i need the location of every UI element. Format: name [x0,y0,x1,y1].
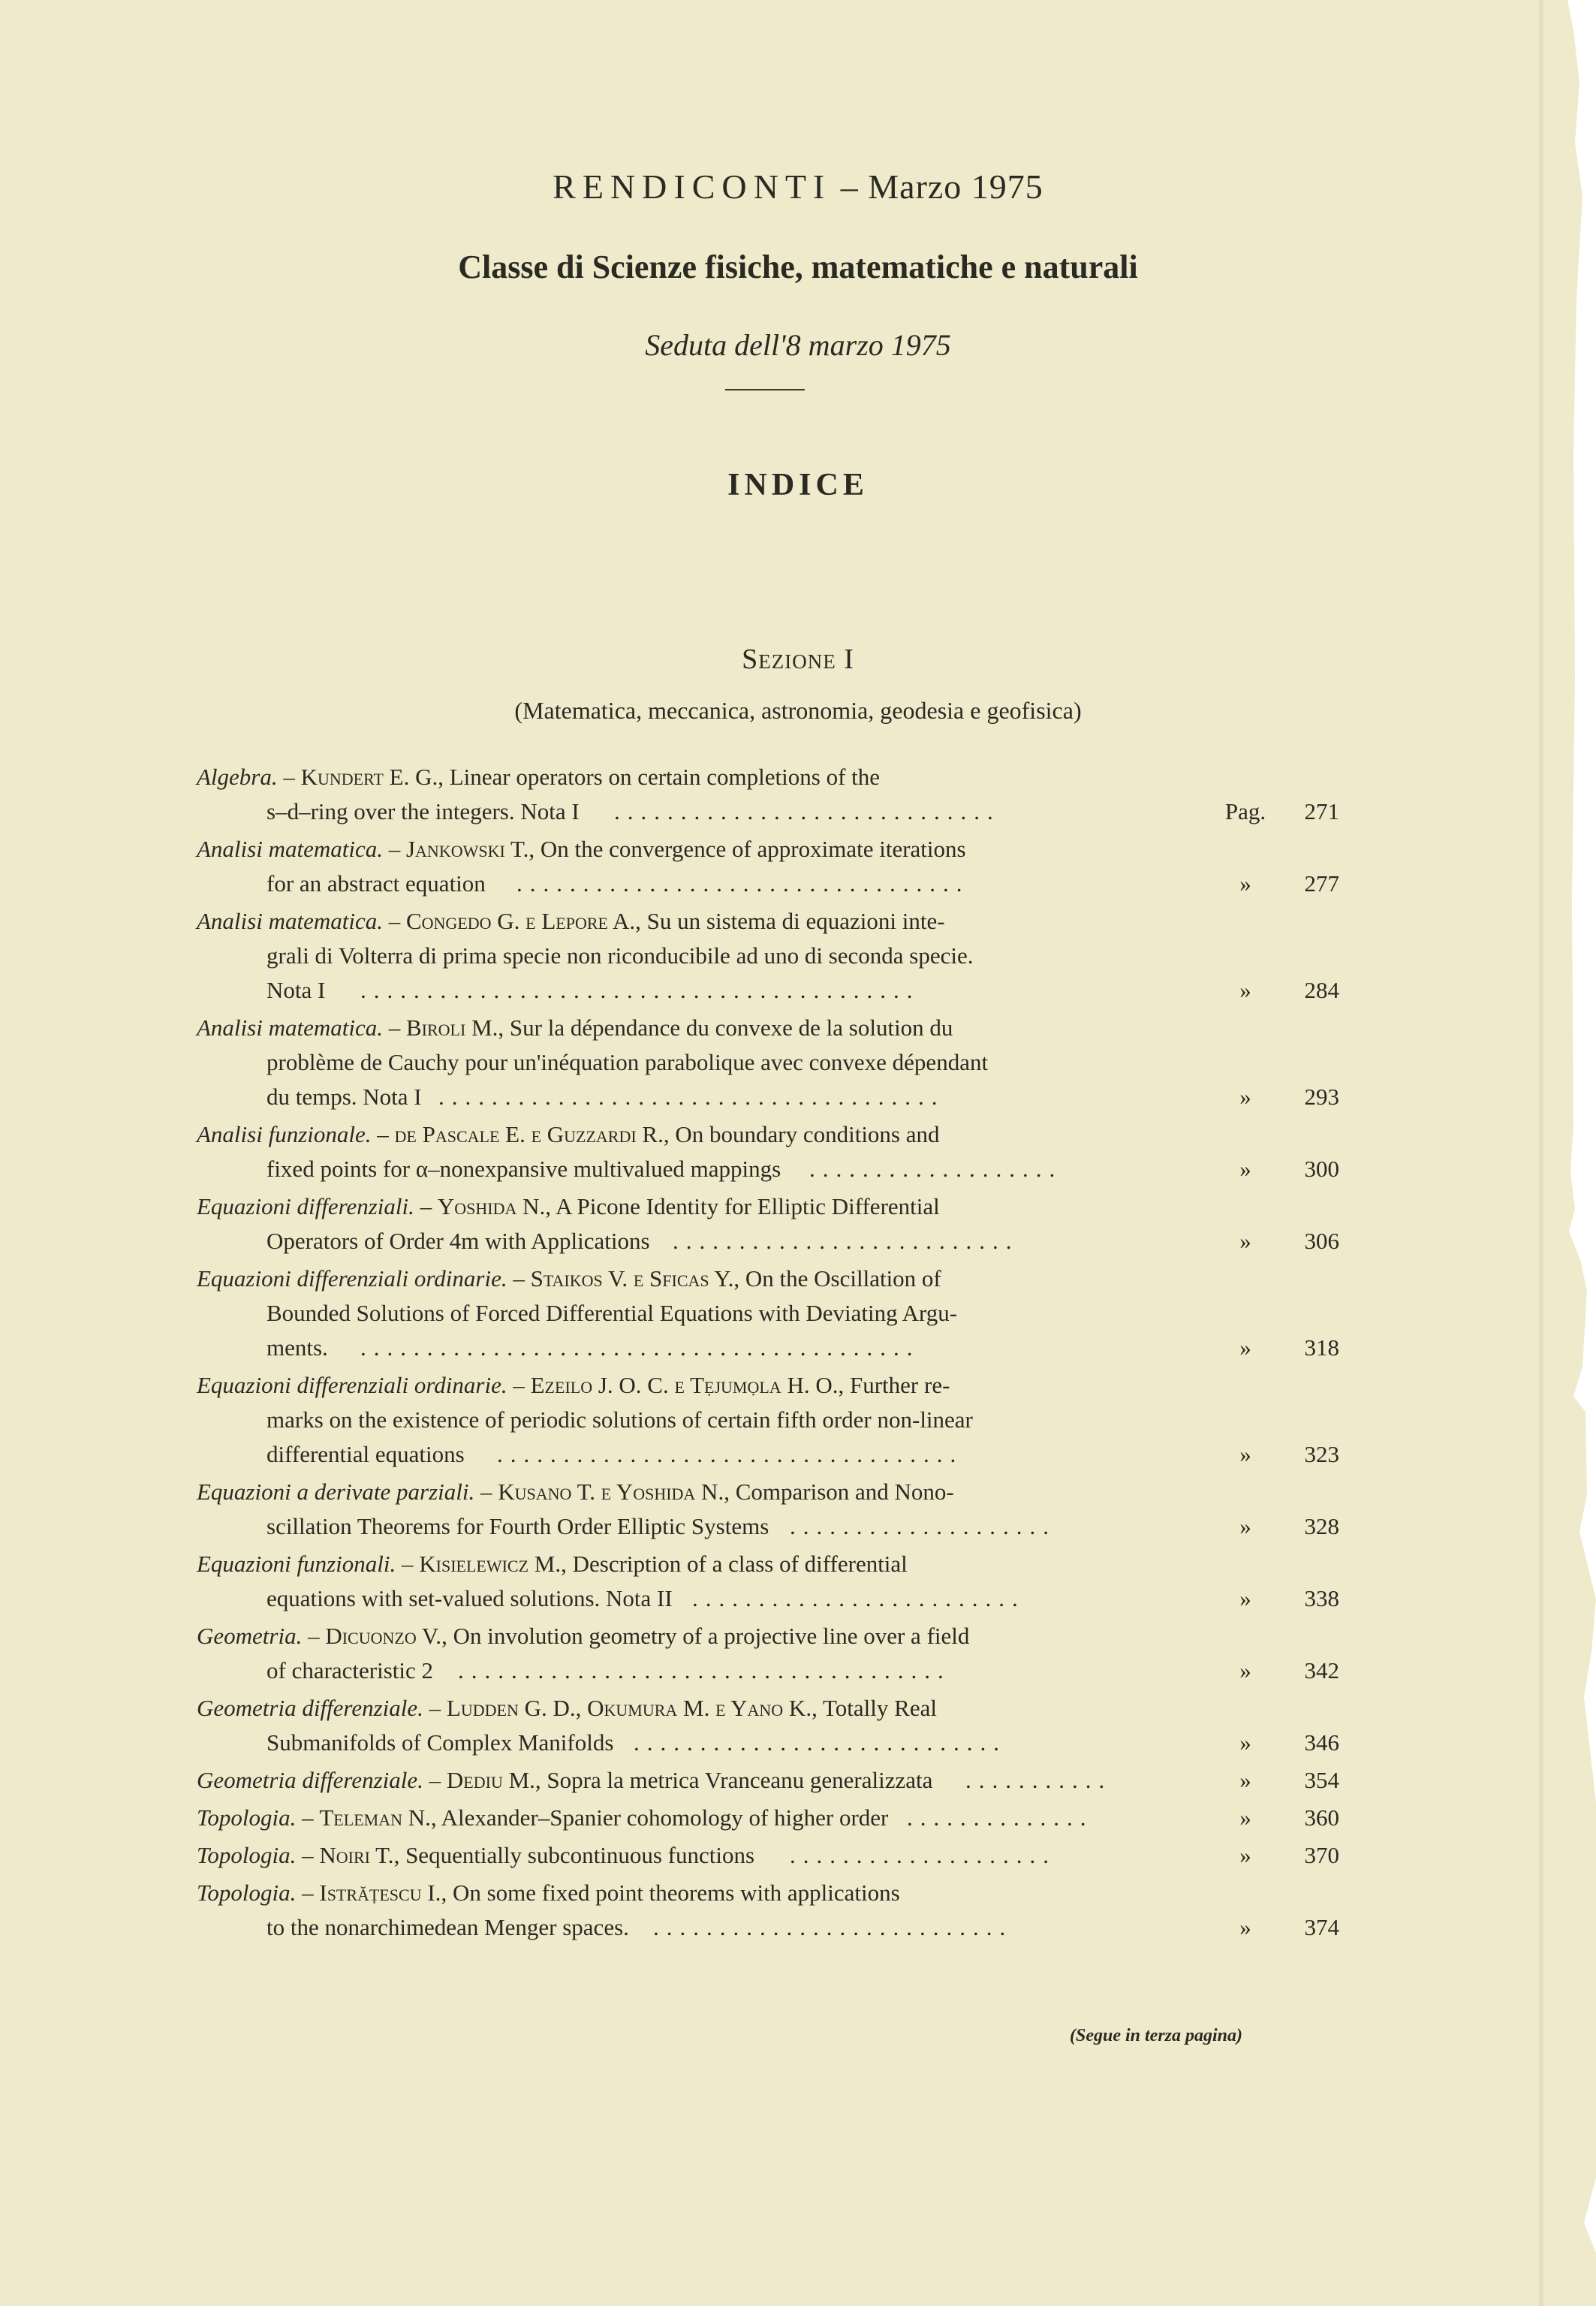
entry-title-text: On involution geometry of a projective line over a field [453,1623,970,1649]
entry-title-text: Su un sistema di equazioni inte- [646,908,945,934]
page-prefix: » [1239,1914,1251,1940]
toc-entry [197,1262,1338,1365]
entry-first-line: Equazioni differenziali ordinarie. – Ezeilo J. O. C. e Tẹjumọla H. O., Further re- [197,1372,950,1398]
entry-subject: Geometria differenziale. [197,1695,423,1721]
entry-dash: – [388,908,401,934]
entry-dash: – [302,1842,314,1868]
page-number: 300 [1304,1156,1339,1182]
page-number: 323 [1304,1441,1339,1467]
toc-entry [197,1619,1338,1688]
page-prefix: » [1239,870,1251,897]
entry-subject: Equazioni funzionali. [197,1551,396,1577]
toc-entry [197,1763,1338,1798]
entry-authors: Istrățescu I. [319,1879,441,1906]
page-prefix: » [1239,1729,1251,1756]
journal-heading [0,167,1596,206]
page-prefix: » [1239,1228,1251,1254]
entry-authors: Jankowski T. [405,836,529,862]
entry-authors: Kusano T. e Yoshida N. [498,1479,724,1505]
page-prefix: » [1239,1084,1251,1110]
page-prefix: » [1239,1334,1251,1361]
page-number: 328 [1304,1513,1339,1539]
entry-title-text: problème de Cauchy pour un'inéquation parabolique avec convexe dépendant [267,1049,989,1075]
page-prefix: » [1239,1657,1251,1684]
page-prefix: Pag. [1224,798,1266,824]
entry-title-text: Nota I [267,977,326,1003]
entry-authors: Kundert E. G. [300,764,438,790]
entry-continuation-line [197,1224,1338,1259]
entry-title-text: Alexander–Spanier cohomology of higher order [441,1804,889,1831]
entry-continuation-line [197,1331,1338,1365]
dot-leader: ................... [809,1156,1063,1182]
toc-entry [197,1475,1338,1544]
page-prefix: » [1239,1842,1251,1868]
entry-first-line: Geometria differenziale. – Dediu M., Sopra la metrica Vranceanu generalizzata ........... » 354 [197,1763,1338,1798]
dot-leader: ................................... [497,1441,964,1467]
entry-title-text: s–d–ring over the integers. Nota I [267,798,580,824]
section-title: Sezione I [742,644,854,675]
entry-continuation-line [197,1910,1338,1945]
entry-continuation-line [197,867,1338,901]
dot-leader: .............. [907,1804,1094,1831]
entry-authors: Dicuonzo V. [325,1623,442,1649]
toc-entry [197,1189,1338,1259]
dot-leader: .................................. [516,870,970,897]
entry-subject: Analisi matematica. [197,836,383,862]
entry-subject: Equazioni differenziali ordinarie. [197,1372,507,1398]
entry-first-line: Analisi funzionale. – de Pascale E. e Guzzardi R., On boundary conditions and [197,1121,940,1147]
section-subtitle: (Matematica, meccanica, astronomia, geodesia e geofisica) [514,697,1082,724]
heading-separator: – [840,167,859,206]
entry-continuation-line [197,939,1338,973]
entry-subject: Topologia. [197,1879,297,1906]
page-number: 318 [1304,1334,1339,1361]
toc-entry [197,1368,1338,1472]
dot-leader: ............................. [614,798,1001,824]
entry-continuation-line [197,1403,1338,1437]
entry-subject: Analisi matematica. [197,908,383,934]
entry-dash: – [513,1372,525,1398]
entry-subject: Algebra. [197,764,278,790]
entry-continuation-line [197,1152,1338,1186]
entry-subject: Topologia. [197,1842,297,1868]
entry-title-text: Submanifolds of Complex Manifolds [267,1729,614,1756]
entry-subject: Geometria. [197,1623,303,1649]
entry-subject: Analisi funzionale. [197,1121,372,1147]
entry-authors: Ezeilo J. O. C. e Tẹjumọla H. O. [530,1372,839,1398]
dot-leader: ...................................... [438,1084,945,1110]
entry-title-text: for an abstract equation [267,870,486,897]
entry-title-text: Sequentially subcontinuous functions [405,1842,755,1868]
page-prefix: » [1239,977,1251,1003]
entry-continuation-line [197,1080,1338,1114]
entry-dash: – [513,1265,525,1292]
entry-title-text: Further re- [849,1372,950,1398]
entry-continuation-line [197,1509,1338,1544]
entry-dash: – [302,1804,314,1831]
entry-first-line: Equazioni funzionali. – Kisielewicz M., Description of a class of differential [197,1551,908,1577]
dot-leader: .......................................... [360,1334,920,1361]
entry-dash: – [377,1121,389,1147]
session-date: Seduta dell'8 marzo 1975 [645,328,951,362]
entry-title-text: du temps. Nota I [267,1084,422,1110]
toc-entry [197,1801,1338,1835]
dot-leader: .......................... [673,1228,1019,1254]
entry-title-text: On some fixed point theorems with applications [452,1879,900,1906]
toc-entry [197,760,1338,829]
entry-dash: – [283,764,295,790]
entry-title-text: grali di Volterra di prima specie non riconducibile ad uno di seconda specie. [267,942,974,969]
entry-continuation-line [197,1296,1338,1331]
entry-authors: Dediu M. [446,1767,535,1793]
entry-authors: Biroli M. [405,1014,498,1041]
entry-authors: Kisielewicz M. [419,1551,562,1577]
entry-title-text: to the nonarchimedean Menger spaces. [267,1914,629,1940]
entry-first-line: Geometria differenziale. – Ludden G. D., Okumura M. e Yano K., Totally Real [197,1695,937,1721]
entry-dash: – [308,1623,320,1649]
table-of-contents [197,760,1338,1948]
page-number: 277 [1304,870,1339,897]
entry-title-text: Comparison and Nono- [735,1479,954,1505]
page-number: 284 [1304,977,1339,1003]
entry-continuation-line [197,973,1338,1008]
entry-first-line: Equazioni differenziali ordinarie. – Staikos V. e Sficas Y., On the Oscillation of [197,1265,941,1292]
page-number: 342 [1304,1657,1339,1684]
dot-leader: ........................... [653,1914,1013,1940]
continuation-note: (Segue in terza pagina) [1070,2026,1243,2045]
entry-title-text: On the convergence of approximate iterations [540,836,966,862]
entry-title-text: Description of a class of differential [572,1551,908,1577]
dot-leader: ..................................... [458,1657,951,1684]
entry-first-line: Analisi matematica. – Biroli M., Sur la dépendance du convexe de la solution du [197,1014,953,1041]
entry-title-text: equations with set-valued solutions. Nota II [267,1585,673,1611]
entry-title-text: marks on the existence of periodic solutions of certain fifth order non-linear [267,1406,973,1433]
page-number: 354 [1304,1767,1339,1793]
entry-title-text: Sopra la metrica Vranceanu generalizzata [547,1767,933,1793]
entry-subject: Equazioni differenziali. [197,1193,414,1219]
page-number: 306 [1304,1228,1339,1254]
entry-title-text: Sur la dépendance du convexe de la solution du [509,1014,953,1041]
entry-title-text: On boundary conditions and [675,1121,940,1147]
entry-continuation-line [197,1581,1338,1616]
entry-first-line: Topologia. – Teleman N., Alexander–Spanier cohomology of higher order .............. » 360 [197,1801,1338,1835]
entry-authors: Congedo G. e Lepore A. [405,908,636,934]
page-prefix: » [1239,1513,1251,1539]
dot-leader: ......................... [692,1585,1025,1611]
entry-dash: – [429,1695,441,1721]
page-prefix: » [1239,1441,1251,1467]
entry-first-line: Equazioni a derivate parziali. – Kusano T. e Yoshida N., Comparison and Nono- [197,1479,954,1505]
page-prefix: » [1239,1585,1251,1611]
page-prefix: » [1239,1804,1251,1831]
entry-first-line: Topologia. – Noiri T., Sequentially subcontinuous functions .................... » 370 [197,1838,1338,1873]
entry-continuation-line [197,1045,1338,1080]
entry-authors: de Pascale E. e Guzzardi R. [394,1121,664,1147]
entry-authors: Teleman N. [319,1804,431,1831]
page-number: 360 [1304,1804,1339,1831]
entry-dash: – [302,1879,314,1906]
entry-title-text: On the Oscillation of [745,1265,941,1292]
toc-entry [197,1547,1338,1616]
entry-authors: Yoshida N. [437,1193,546,1219]
page-number: 271 [1304,798,1339,824]
page-number: 338 [1304,1585,1339,1611]
page-prefix: » [1239,1767,1251,1793]
entry-continuation-line [197,1653,1338,1688]
dot-leader: .......................................... [360,977,920,1003]
entry-dash: – [429,1767,441,1793]
entry-authors: Ludden G. D., Okumura M. e Yano K. [446,1695,812,1721]
entry-first-line: Analisi matematica. – Congedo G. e Lepore A., Su un sistema di equazioni inte- [197,908,945,934]
entry-first-line: Topologia. – Istrățescu I., On some fixed point theorems with applications [197,1879,900,1906]
page-number: 293 [1304,1084,1339,1110]
dot-leader: .................... [790,1513,1056,1539]
entry-title-text: Totally Real [823,1695,937,1721]
entry-subject: Topologia. [197,1804,297,1831]
entry-first-line: Equazioni differenziali. – Yoshida N., A Picone Identity for Elliptic Differential [197,1193,940,1219]
entry-dash: – [420,1193,432,1219]
entry-title-text: A Picone Identity for Elliptic Differential [556,1193,940,1219]
entry-title-text: of characteristic 2 [267,1657,434,1684]
entry-dash: – [480,1479,492,1505]
entry-title-text: Operators of Order 4m with Applications [267,1228,650,1254]
entry-title-text: Linear operators on certain completions of the [449,764,881,790]
page-number: 370 [1304,1842,1339,1868]
entry-title-text: Bounded Solutions of Forced Differential Equations with Deviating Argu- [267,1300,958,1326]
toc-entry [197,832,1338,901]
dot-leader: ............................ [634,1729,1007,1756]
dot-leader: ........... [965,1767,1113,1793]
entry-title-text: differential equations [267,1441,465,1467]
page-prefix: » [1239,1156,1251,1182]
entry-title-text: ments. [267,1334,328,1361]
entry-title-text: scillation Theorems for Fourth Order Elliptic Systems [267,1513,769,1539]
entry-first-line: Analisi matematica. – Jankowski T., On the convergence of approximate iterations [197,836,966,862]
entry-subject: Analisi matematica. [197,1014,383,1041]
entry-dash: – [388,1014,401,1041]
toc-entry [197,1838,1338,1873]
entry-continuation-line [197,1437,1338,1472]
entry-subject: Geometria differenziale. [197,1767,423,1793]
divider-rule [725,389,805,390]
toc-entry [197,1876,1338,1945]
entry-dash: – [402,1551,414,1577]
dot-leader: .................... [790,1842,1056,1868]
page-number: 374 [1304,1914,1339,1940]
toc-entry [197,1117,1338,1186]
index-title: INDICE [727,468,869,502]
entry-first-line: Geometria. – Dicuonzo V., On involution geometry of a projective line over a field [197,1623,970,1649]
entry-title-text: fixed points for α–nonexpansive multivalued mappings [267,1156,781,1182]
journal-name: RENDICONTI [553,167,832,206]
entry-continuation-line [197,1726,1338,1760]
issue-date: Marzo 1975 [868,167,1043,206]
entry-authors: Staikos V. e Sficas Y. [530,1265,734,1292]
entry-subject: Equazioni differenziali ordinarie. [197,1265,507,1292]
class-title: Classe di Scienze fisiche, matematiche e naturali [458,249,1138,285]
entry-dash: – [388,836,401,862]
entry-subject: Equazioni a derivate parziali. [197,1479,475,1505]
entry-continuation-line [197,794,1338,829]
entry-first-line: Algebra. – Kundert E. G., Linear operators on certain completions of the [197,764,881,790]
entry-authors: Noiri T. [319,1842,394,1868]
page-number: 346 [1304,1729,1339,1756]
toc-entry [197,904,1338,1008]
toc-entry [197,1011,1338,1114]
toc-entry [197,1691,1338,1760]
